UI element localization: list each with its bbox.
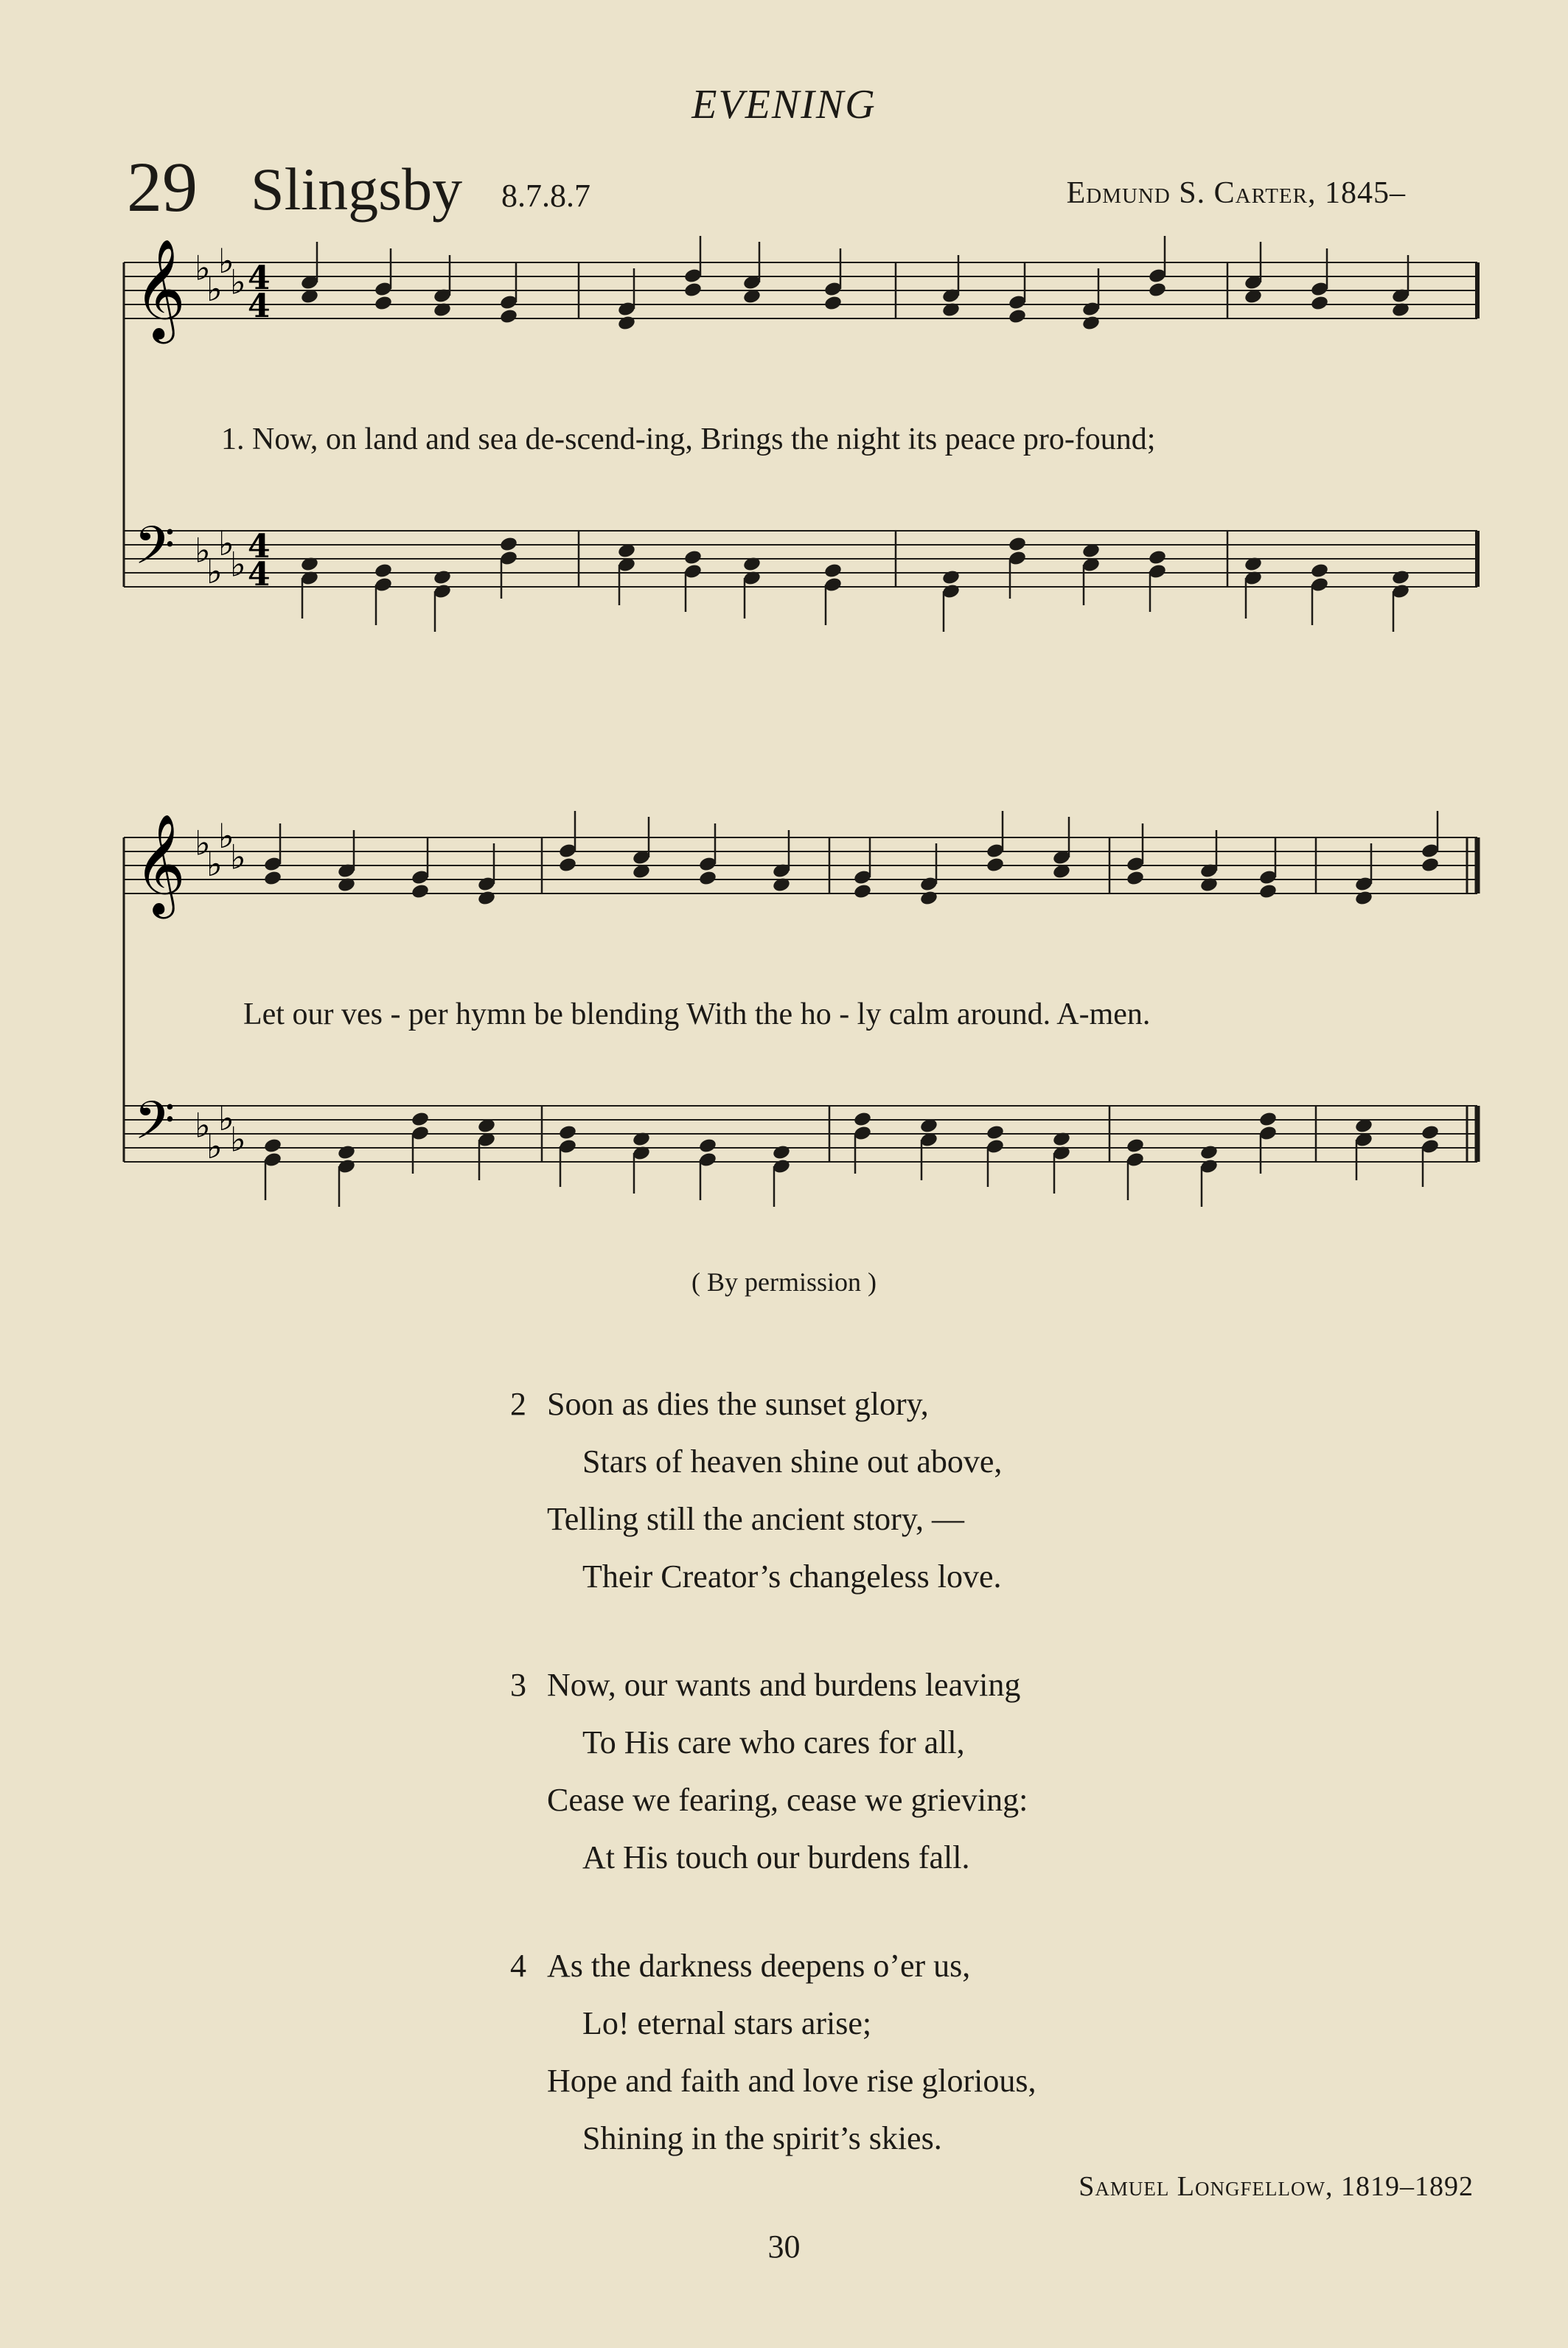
note-head <box>823 295 843 312</box>
lyrics-line-2: Let our ves - per hymn be blending With the ho - ly calm around. A-men. <box>243 997 1151 1031</box>
time-signature-top: 4 <box>248 528 271 565</box>
verse-line: Shining in the spirit’s skies. <box>582 2120 942 2156</box>
note-head <box>698 870 717 887</box>
note-head <box>1199 1144 1219 1161</box>
bass-staff-2 <box>124 1090 1477 1207</box>
flat-sign-icon: ♭ <box>230 262 246 302</box>
verse-line: Stars of heaven shine out above, <box>582 1443 1003 1480</box>
note-head <box>499 308 518 325</box>
flat-sign-icon: ♭ <box>218 523 234 563</box>
time-signature-bottom: 4 <box>248 288 271 325</box>
section-title: EVENING <box>691 82 877 128</box>
note-head <box>1391 569 1410 586</box>
verse-3 <box>510 1657 1028 1887</box>
verse-line: Hope and faith and love rise glorious, <box>547 2063 1036 2099</box>
note-head <box>1258 883 1278 900</box>
flat-sign-icon: ♭ <box>230 1119 246 1160</box>
verse-line: Telling still the ancient story, — <box>547 1501 964 1537</box>
bass-clef-icon: 𝄢 <box>134 515 175 589</box>
flat-sign-icon: ♭ <box>218 816 234 856</box>
note-head <box>683 282 703 299</box>
time-signature-top: 4 <box>248 259 271 297</box>
note-head <box>1148 282 1167 299</box>
verse-line: Cease we fearing, cease we grieving: <box>547 1782 1028 1818</box>
flat-sign-icon: ♭ <box>230 544 246 585</box>
note-head <box>1421 857 1440 874</box>
author-credit: Samuel Longfellow, 1819–1892 <box>1079 2171 1474 2202</box>
note-head <box>337 1144 356 1161</box>
note-head <box>411 883 430 900</box>
note-head <box>263 870 282 887</box>
music-system-2 <box>0 811 1568 1268</box>
lyrics-line-1: 1. Now, on land and sea de-scend-ing, Brings the night its peace pro-found; <box>221 422 1156 456</box>
note-head <box>823 562 843 579</box>
note-head <box>263 1138 282 1154</box>
note-head <box>1421 1124 1440 1141</box>
verse-line: Soon as dies the sunset glory, <box>547 1386 929 1422</box>
note-head <box>1081 315 1101 332</box>
verse-2 <box>510 1376 1002 1606</box>
treble-clef-icon: 𝄞 <box>134 812 186 914</box>
note-head <box>772 1144 791 1161</box>
verse-line: At His touch our burdens fall. <box>582 1839 970 1875</box>
note-head <box>499 536 518 553</box>
bass-clef-icon: 𝄢 <box>134 1090 175 1164</box>
note-head <box>1148 549 1167 566</box>
flat-sign-icon: ♭ <box>195 248 211 288</box>
page-number: 30 <box>767 2229 801 2265</box>
note-head <box>853 883 872 900</box>
note-head <box>1008 536 1027 553</box>
verse-number: 4 <box>510 1948 526 1984</box>
verse-line: As the darkness deepens o’er us, <box>547 1948 971 1984</box>
time-signature-bottom: 4 <box>248 556 271 593</box>
note-head <box>477 890 496 907</box>
note-head <box>617 315 636 332</box>
flat-sign-icon: ♭ <box>195 1105 211 1146</box>
note-head <box>698 1138 717 1154</box>
composer-credit: Edmund S. Carter, 1845– <box>1066 176 1406 210</box>
verse-line: Their Creator’s changeless love. <box>582 1558 1002 1595</box>
meter: 8.7.8.7 <box>501 178 590 214</box>
verse-number: 3 <box>510 1667 526 1703</box>
verse-4 <box>510 1937 1036 2167</box>
note-head <box>1354 890 1373 907</box>
note-head <box>558 857 577 874</box>
verse-line: Now, our wants and burdens leaving <box>547 1667 1021 1703</box>
flat-sign-icon: ♭ <box>206 269 223 309</box>
flat-sign-icon: ♭ <box>218 1098 234 1138</box>
hymn-number: 29 <box>127 147 198 226</box>
note-head <box>1258 1111 1278 1128</box>
flat-sign-icon: ♭ <box>206 1126 223 1166</box>
note-head <box>411 1111 430 1128</box>
verse-number: 2 <box>510 1386 526 1422</box>
flat-sign-icon: ♭ <box>206 844 223 884</box>
note-head <box>941 569 961 586</box>
treble-staff-2 <box>124 811 1477 919</box>
note-head <box>853 1111 872 1128</box>
treble-clef-icon: 𝄞 <box>134 237 186 339</box>
permission-note: ( By permission ) <box>691 1267 877 1297</box>
verse-line: Lo! eternal stars arise; <box>582 2005 872 2041</box>
treble-staff-1 <box>124 236 1477 344</box>
note-head <box>986 857 1005 874</box>
note-head <box>1126 1138 1145 1154</box>
tune-name: Slingsby <box>251 156 463 223</box>
note-head <box>1008 308 1027 325</box>
bass-staff-1 <box>124 515 1477 632</box>
note-head <box>374 295 393 312</box>
music-system-1 <box>0 236 1568 693</box>
note-head <box>919 890 938 907</box>
flat-sign-icon: ♭ <box>218 241 234 281</box>
note-head <box>433 569 452 586</box>
verse-line: To His care who cares for all, <box>582 1724 965 1760</box>
note-head <box>374 562 393 579</box>
note-head <box>683 549 703 566</box>
flat-sign-icon: ♭ <box>230 837 246 877</box>
flat-sign-icon: ♭ <box>206 551 223 591</box>
note-head <box>558 1124 577 1141</box>
note-head <box>1310 295 1329 312</box>
note-head <box>986 1124 1005 1141</box>
note-head <box>1310 562 1329 579</box>
flat-sign-icon: ♭ <box>195 823 211 863</box>
note-head <box>1126 870 1145 887</box>
flat-sign-icon: ♭ <box>195 530 211 571</box>
